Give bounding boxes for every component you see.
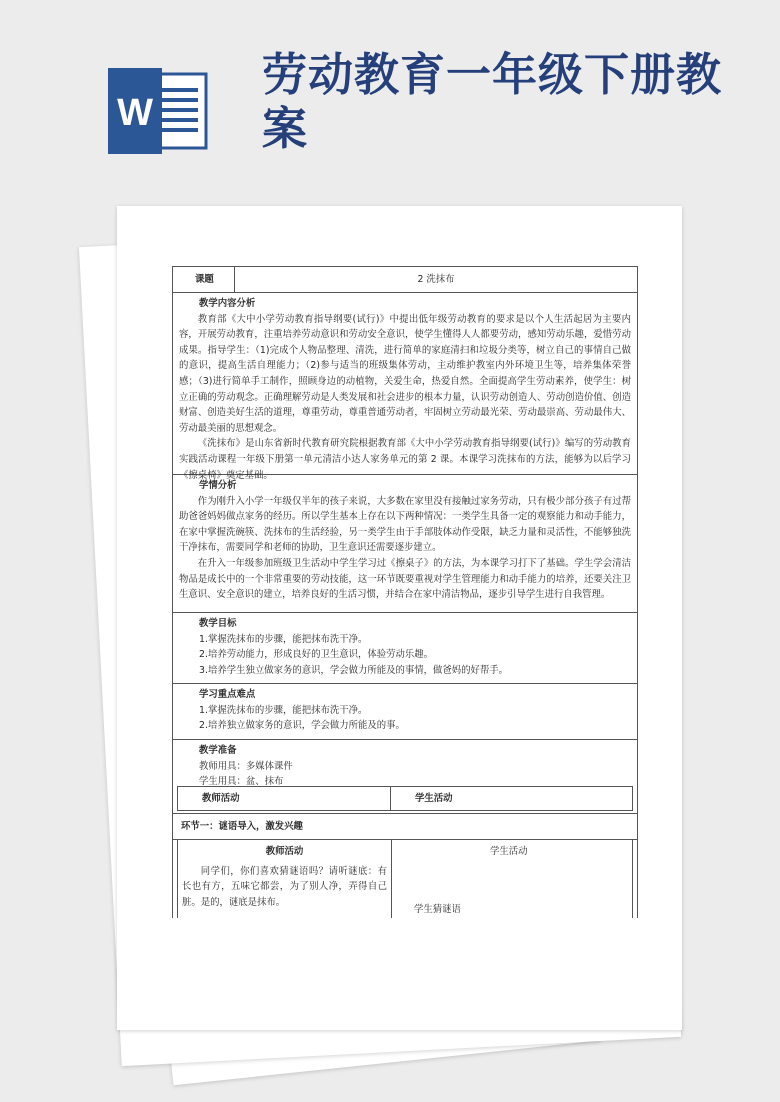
list-item: 学生用具：盆、抹布: [199, 776, 284, 788]
lesson-plan-table: [172, 266, 638, 922]
list-item: 3.培养学生独立做家务的意识，学会做力所能及的事情，做爸妈的好帮手。: [199, 664, 508, 676]
list-item: 2.培养劳动能力，形成良好的卫生意识，体验劳动乐趣。: [199, 649, 433, 661]
inner-teacher-header: 教师活动: [265, 846, 304, 857]
student-activity-cell: [392, 840, 632, 918]
section-title: 学情分析: [199, 480, 237, 491]
paragraph: 教育部《大中小学劳动教育指导纲要(试行)》中提出低年级劳动教育的要求是以个人生活起居为主要内容，开展劳动教育，注重培养劳动意识和劳动安全意识，使学生懂得人人都要劳动，感知劳动乐趣，爱惜劳动成果。指导学生：（1)完成个人物品整理、清洗，进行简单的家庭清扫和垃圾分类等，树立自己的事情自己做的意识，提高生活自理能力；（2)参与适当的班级集体劳动，主动维护教室内外环境卫生等，培养集体荣誉感；（3)进行简单手工制作，照顾身边的动植物，关爱生命，热爱自然。全面提高学生劳动素养，使学生：树立正确的劳动观念。正确理解劳动是人类发展和社会进步的根本力量，认识劳动创造人、劳动创造价值、创造财富、创造美好生活的道理，尊重劳动，尊重普通劳动者，牢固树立劳动最光荣、劳动最崇高、劳动最伟大、劳动最美丽的思想观念。: [179, 313, 631, 434]
activity-row: [177, 840, 633, 918]
activities-table: [172, 786, 638, 918]
activities-header-row: [177, 786, 633, 811]
section-title: 教学内容分析: [199, 298, 256, 309]
list-item: 教师用具：多媒体课件: [199, 760, 293, 772]
key-points-section: [172, 684, 638, 740]
student-text: 学生猜谜语: [414, 904, 461, 916]
list-item: 1.掌握洗抹布的步骤，能把抹布洗干净。: [199, 704, 368, 716]
word-icon: [108, 68, 208, 154]
paragraph: 在升入一年级参加班级卫生活动中学生学习过《擦桌子》的方法，为本课学习打下了基础。学生学会清洁物品是成长中的一个非常重要的劳动技能，这一环节既要重视对学生管理能力和动手能力的培养，还要关注卫生意识、安全意识的建立，培养良好的生活习惯，并结合在家中清洁物品，逐步引导学生进行自我管理。: [179, 557, 631, 601]
inner-student-header: 学生活动: [490, 846, 528, 857]
teacher-activity-header: 教师活动: [178, 787, 391, 810]
word-logo-letter: W: [117, 92, 153, 134]
section-title: 教学目标: [199, 618, 237, 629]
teacher-text: 同学们，你们喜欢猜谜语吗？请听谜底：有长也有方，五味它都尝，为了别人净，弄得自己脏。是的，谜底是抹布。: [182, 865, 387, 908]
content-analysis-section: [172, 293, 638, 481]
student-activity-header: 学生活动: [415, 792, 453, 804]
step-heading: 环节一：谜语导入，激发兴趣: [173, 813, 637, 840]
teaching-goals-section: [172, 613, 638, 684]
lesson-value: 2 洗抹布: [417, 273, 455, 285]
page-title: 劳动教育一年级下册教案: [262, 48, 723, 155]
teacher-activity-cell: [178, 840, 392, 918]
list-item: 2.培养独立做家务的意识，学会做力所能及的事。: [199, 720, 405, 732]
student-analysis-section: [172, 475, 638, 613]
lesson-label: 课题: [173, 267, 235, 292]
section-title: 教学准备: [199, 745, 237, 756]
paragraph: 《洗抹布》是山东省新时代教育研究院根据教育部《大中小学劳动教育指导纲要(试行)》编写的劳动教育实践活动课程一年级下册第一单元清洁小达人家务单元的第 2 课。本课学习洗抹布的方法，能够为以后学习《擦桌椅》奠定基础。: [179, 438, 631, 481]
list-item: 1.掌握洗抹布的步骤，能把抹布洗干净。: [199, 633, 368, 645]
paragraph: 作为刚升入小学一年级仅半年的孩子来说，大多数在家里没有接触过家务劳动，只有极少部分孩子有过帮助爸爸妈妈做点家务的经历。所以学生基本上存在以下两种情况：一类学生具备一定的观察能力和动手能力，在家中掌握洗碗筷、洗抹布的生活经验，另一类学生由于手部肢体动作受限，缺乏力量和灵活性，不能够独洗干净抹布，需要同学和老师的协助，卫生意识还需要逐步建立。: [179, 495, 631, 554]
teaching-prep-section: [172, 740, 638, 786]
lesson-header-row: [172, 266, 638, 293]
section-title: 学习重点难点: [199, 689, 256, 700]
